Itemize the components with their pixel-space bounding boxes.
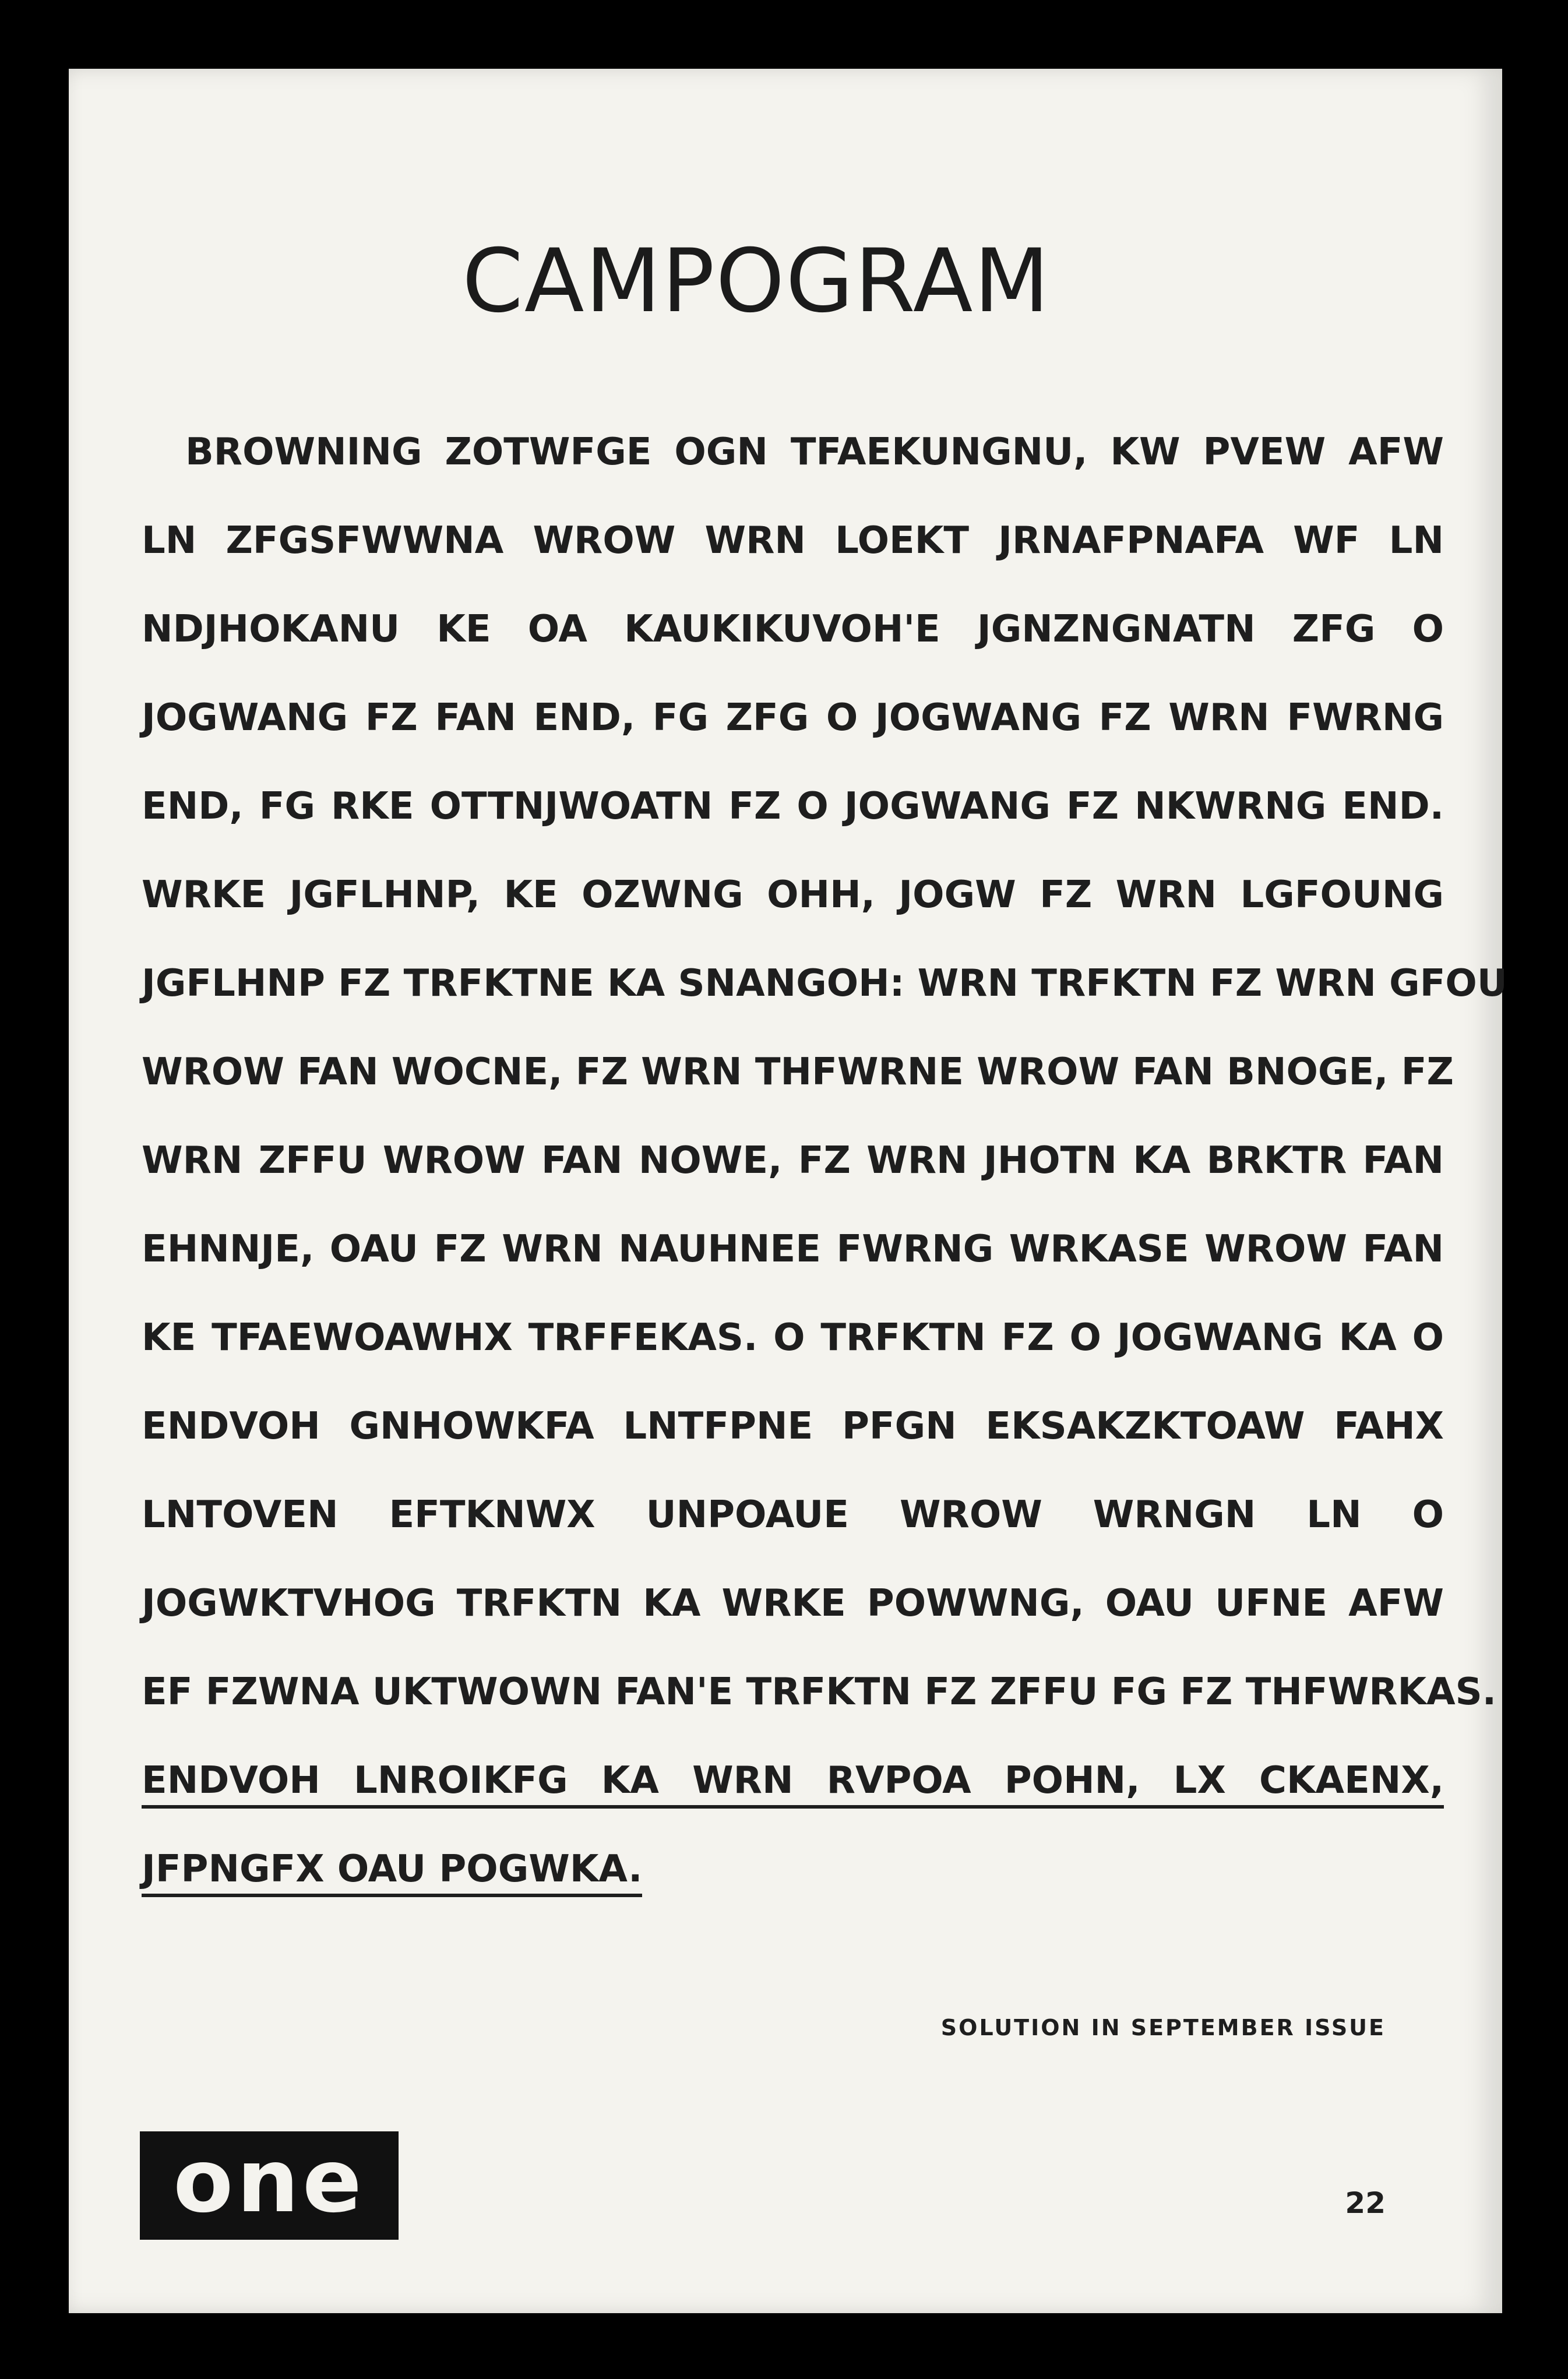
cipher-line: JOGWKTVHOG TRFKTN KA WRKE POWWNG, OAU UFNE AFW [142, 1582, 1444, 1625]
page-number: 22 [1345, 2186, 1386, 2220]
cipher-line-underlined: ENDVOH LNROIKFG KA WRN RVPOA POHN, LX CKAENX, [142, 1736, 1444, 1825]
cipher-line: EF FZWNA UKTWOWN FAN'E TRFKTN FZ ZFFU FG FZ THFWRKAS. [142, 1670, 1497, 1714]
cipher-line: LN ZFGSFWWNA WROW WRN LOEKT JRNAFPNAFA WF LN [142, 519, 1444, 562]
magazine-page [69, 69, 1507, 2313]
cipher-line: WRN ZFFU WROW FAN NOWE, FZ WRN JHOTN KA BRKTR FAN [142, 1139, 1444, 1182]
cipher-line: BROWNING ZOTWFGE OGN TFAEKUNGNU, KW PVEW AFW [185, 431, 1444, 474]
cipher-line: KE TFAEWOAWHX TRFFEKAS. O TRFKTN FZ O JOGWANG KA O [142, 1316, 1444, 1359]
cipher-line: JGFLHNP FZ TRFKTNE KA SNANGOH: WRN TRFKTN FZ WRN GFOU [142, 962, 1507, 1005]
cipher-line: WRKE JGFLHNP, KE OZWNG OHH, JOGW FZ WRN LGFOUNG [142, 873, 1444, 917]
cipher-line: WROW FAN WOCNE, FZ WRN THFWRNE WROW FAN BNOGE, FZ [142, 1051, 1454, 1094]
magazine-logo [140, 2131, 399, 2240]
cipher-line: JOGWANG FZ FAN END, FG ZFG O JOGWANG FZ WRN FWRNG [142, 696, 1444, 739]
page-title: CAMPOGRAM [462, 231, 1051, 332]
logo-wordmark: one [173, 2131, 365, 2232]
cipher-text [142, 408, 1507, 1913]
cipher-line: LNTOVEN EFTKNWX UNPOAUE WROW WRNGN LN O [142, 1493, 1444, 1536]
cipher-line: NDJHOKANU KE OA KAUKIKUVOH'E JGNZNGNATN ZFG O [142, 608, 1444, 651]
solution-note: SOLUTION IN SEPTEMBER ISSUE [940, 2015, 1386, 2040]
cipher-line: END, FG RKE OTTNJWOATN FZ O JOGWANG FZ NKWRNG END. [142, 785, 1444, 828]
cipher-line: ENDVOH GNHOWKFA LNTFPNE PFGN EKSAKZKTOAW FAHX [142, 1405, 1444, 1448]
cipher-line: EHNNJE, OAU FZ WRN NAUHNEE FWRNG WRKASE WROW FAN [142, 1228, 1444, 1271]
cipher-line-underlined: JFPNGFX OAU POGWKA. [142, 1825, 642, 1913]
